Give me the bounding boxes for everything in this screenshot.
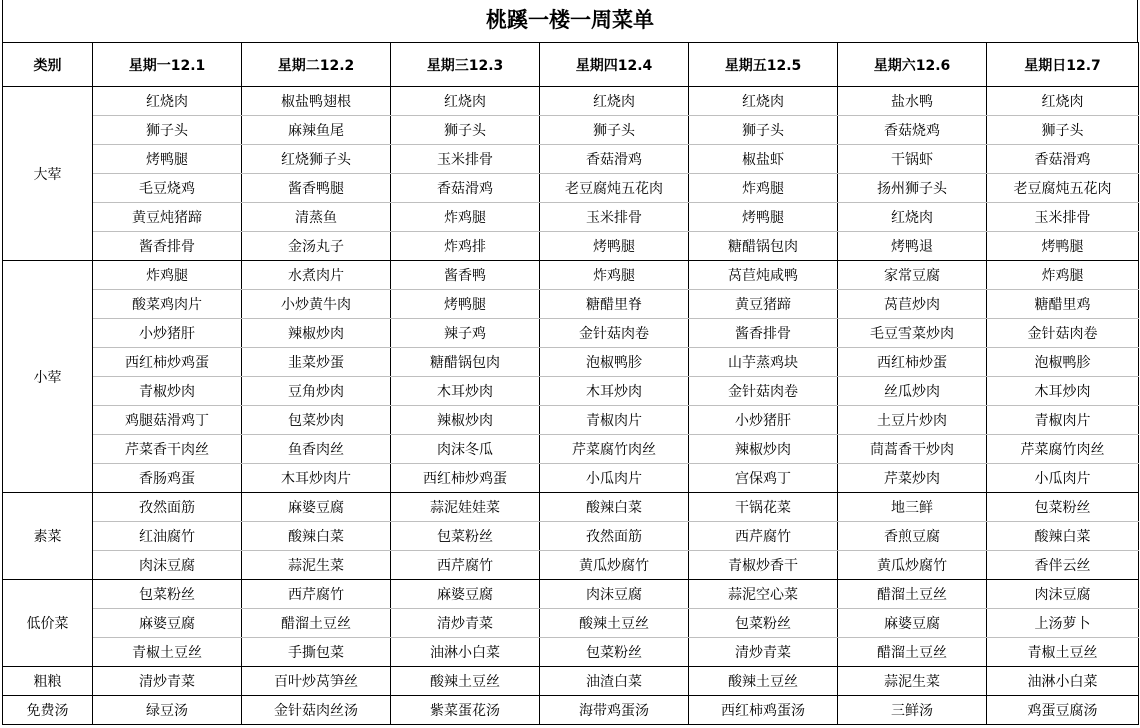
dish-cell: 西芹腐竹 — [242, 580, 391, 609]
dish-cell: 玉米排骨 — [391, 145, 540, 174]
dish-cell: 青椒土豆丝 — [987, 638, 1139, 667]
dish-cell: 炸鸡腿 — [540, 261, 689, 290]
dish-cell: 红烧狮子头 — [242, 145, 391, 174]
dish-cell: 手撕包菜 — [242, 638, 391, 667]
dish-cell: 红烧肉 — [93, 87, 242, 116]
category-cell: 素菜 — [3, 493, 93, 580]
dish-cell: 蒜泥娃娃菜 — [391, 493, 540, 522]
dish-cell: 酱香鸭 — [391, 261, 540, 290]
dish-cell: 绿豆汤 — [93, 696, 242, 725]
dish-cell: 油淋小白菜 — [391, 638, 540, 667]
dish-cell: 宫保鸡丁 — [689, 464, 838, 493]
dish-cell: 肉沫豆腐 — [987, 580, 1139, 609]
dish-cell: 西芹腐竹 — [391, 551, 540, 580]
dish-cell: 泡椒鸭胗 — [987, 348, 1139, 377]
dish-cell: 紫菜蛋花汤 — [391, 696, 540, 725]
dish-cell: 黄瓜炒腐竹 — [540, 551, 689, 580]
dish-cell: 红烧肉 — [689, 87, 838, 116]
dish-cell: 包菜粉丝 — [93, 580, 242, 609]
dish-cell: 红油腐竹 — [93, 522, 242, 551]
dish-cell: 土豆片炒肉 — [838, 406, 987, 435]
dish-cell: 小瓜肉片 — [540, 464, 689, 493]
table-row — [3, 609, 1139, 638]
dish-cell: 麻婆豆腐 — [242, 493, 391, 522]
dish-cell: 炸鸡腿 — [93, 261, 242, 290]
dish-cell: 醋溜土豆丝 — [838, 638, 987, 667]
dish-cell: 辣椒炒肉 — [689, 435, 838, 464]
category-cell: 粗粮 — [3, 667, 93, 696]
dish-cell: 香菇滑鸡 — [391, 174, 540, 203]
dish-cell: 鸡腿菇滑鸡丁 — [93, 406, 242, 435]
dish-cell: 地三鲜 — [838, 493, 987, 522]
dish-cell: 鸡蛋豆腐汤 — [987, 696, 1139, 725]
dish-cell: 小炒猪肝 — [93, 319, 242, 348]
dish-cell: 豆角炒肉 — [242, 377, 391, 406]
dish-cell: 金针菇肉卷 — [689, 377, 838, 406]
dish-cell: 青椒肉片 — [540, 406, 689, 435]
dish-cell: 红烧肉 — [838, 203, 987, 232]
dish-cell: 红烧肉 — [987, 87, 1139, 116]
dish-cell: 西红柿鸡蛋汤 — [689, 696, 838, 725]
dish-cell: 酸辣土豆丝 — [689, 667, 838, 696]
dish-cell: 西红柿炒蛋 — [838, 348, 987, 377]
dish-cell: 木耳炒肉 — [391, 377, 540, 406]
table-row — [3, 87, 1139, 116]
dish-cell: 麻辣鱼尾 — [242, 116, 391, 145]
dish-cell: 烤鸭腿 — [689, 203, 838, 232]
dish-cell: 韭菜炒蛋 — [242, 348, 391, 377]
menu-body — [3, 87, 1139, 725]
dish-cell: 酸辣白菜 — [540, 493, 689, 522]
dish-cell: 糖醋里鸡 — [987, 290, 1139, 319]
dish-cell: 酸辣白菜 — [242, 522, 391, 551]
dish-cell: 醋溜土豆丝 — [838, 580, 987, 609]
dish-cell: 蒜泥生菜 — [838, 667, 987, 696]
table-row — [3, 522, 1139, 551]
dish-cell: 红烧肉 — [540, 87, 689, 116]
dish-cell: 狮子头 — [689, 116, 838, 145]
dish-cell: 老豆腐炖五花肉 — [540, 174, 689, 203]
dish-cell: 狮子头 — [540, 116, 689, 145]
dish-cell: 麻婆豆腐 — [391, 580, 540, 609]
dish-cell: 酸辣土豆丝 — [391, 667, 540, 696]
dish-cell: 老豆腐炖五花肉 — [987, 174, 1139, 203]
dish-cell: 玉米排骨 — [987, 203, 1139, 232]
dish-cell: 扬州狮子头 — [838, 174, 987, 203]
dish-cell: 炸鸡腿 — [689, 174, 838, 203]
dish-cell: 毛豆烧鸡 — [93, 174, 242, 203]
category-cell: 低价菜 — [3, 580, 93, 667]
dish-cell: 糖醋里脊 — [540, 290, 689, 319]
dish-cell: 金汤丸子 — [242, 232, 391, 261]
dish-cell: 青椒肉片 — [987, 406, 1139, 435]
dish-cell: 孜然面筋 — [93, 493, 242, 522]
dish-cell: 芹菜腐竹肉丝 — [540, 435, 689, 464]
dish-cell: 黄瓜炒腐竹 — [838, 551, 987, 580]
table-row — [3, 232, 1139, 261]
dish-cell: 烤鸭退 — [838, 232, 987, 261]
table-row — [3, 551, 1139, 580]
dish-cell: 炸鸡腿 — [987, 261, 1139, 290]
header-category: 类别 — [3, 43, 93, 87]
table-row — [3, 406, 1139, 435]
dish-cell: 海带鸡蛋汤 — [540, 696, 689, 725]
dish-cell: 包菜粉丝 — [987, 493, 1139, 522]
page-title: 桃蹊一楼一周菜单 — [2, 0, 1138, 42]
table-row — [3, 203, 1139, 232]
dish-cell: 醋溜土豆丝 — [242, 609, 391, 638]
table-row — [3, 145, 1139, 174]
dish-cell: 狮子头 — [391, 116, 540, 145]
dish-cell: 清蒸鱼 — [242, 203, 391, 232]
table-row — [3, 319, 1139, 348]
dish-cell: 小炒猪肝 — [689, 406, 838, 435]
dish-cell: 西红柿炒鸡蛋 — [93, 348, 242, 377]
table-row — [3, 116, 1139, 145]
dish-cell: 油淋小白菜 — [987, 667, 1139, 696]
table-row — [3, 638, 1139, 667]
dish-cell: 烤鸭腿 — [93, 145, 242, 174]
dish-cell: 炸鸡腿 — [391, 203, 540, 232]
dish-cell: 金针菇肉丝汤 — [242, 696, 391, 725]
dish-cell: 毛豆雪菜炒肉 — [838, 319, 987, 348]
header-day: 星期五12.5 — [689, 43, 838, 87]
dish-cell: 西红柿炒鸡蛋 — [391, 464, 540, 493]
dish-cell: 孜然面筋 — [540, 522, 689, 551]
dish-cell: 青椒土豆丝 — [93, 638, 242, 667]
dish-cell: 酸辣白菜 — [987, 522, 1139, 551]
table-row — [3, 261, 1139, 290]
dish-cell: 清炒青菜 — [93, 667, 242, 696]
dish-cell: 麻婆豆腐 — [838, 609, 987, 638]
dish-cell: 烤鸭腿 — [987, 232, 1139, 261]
dish-cell: 水煮肉片 — [242, 261, 391, 290]
dish-cell: 包菜粉丝 — [391, 522, 540, 551]
dish-cell: 香菇滑鸡 — [987, 145, 1139, 174]
dish-cell: 木耳炒肉 — [987, 377, 1139, 406]
dish-cell: 丝瓜炒肉 — [838, 377, 987, 406]
dish-cell: 辣椒炒肉 — [391, 406, 540, 435]
dish-cell: 狮子头 — [93, 116, 242, 145]
dish-cell: 包菜粉丝 — [689, 609, 838, 638]
dish-cell: 红烧肉 — [391, 87, 540, 116]
dish-cell: 肉沫冬瓜 — [391, 435, 540, 464]
dish-cell: 香肠鸡蛋 — [93, 464, 242, 493]
dish-cell: 黄豆猪蹄 — [689, 290, 838, 319]
dish-cell: 金针菇肉卷 — [540, 319, 689, 348]
dish-cell: 包菜炒肉 — [242, 406, 391, 435]
table-row — [3, 348, 1139, 377]
dish-cell: 百叶炒莴笋丝 — [242, 667, 391, 696]
dish-cell: 炸鸡排 — [391, 232, 540, 261]
dish-cell: 酱香鸭腿 — [242, 174, 391, 203]
dish-cell: 油渣白菜 — [540, 667, 689, 696]
dish-cell: 金针菇肉卷 — [987, 319, 1139, 348]
dish-cell: 酸菜鸡肉片 — [93, 290, 242, 319]
dish-cell: 黄豆炖猪蹄 — [93, 203, 242, 232]
dish-cell: 蒜泥生菜 — [242, 551, 391, 580]
dish-cell: 青椒炒肉 — [93, 377, 242, 406]
dish-cell: 木耳炒肉片 — [242, 464, 391, 493]
header-day: 星期六12.6 — [838, 43, 987, 87]
weekly-menu-table — [2, 42, 1139, 725]
dish-cell: 椒盐鸭翅根 — [242, 87, 391, 116]
dish-cell: 芹菜腐竹肉丝 — [987, 435, 1139, 464]
dish-cell: 盐水鸭 — [838, 87, 987, 116]
dish-cell: 莴苣炖咸鸭 — [689, 261, 838, 290]
dish-cell: 肉沫豆腐 — [540, 580, 689, 609]
dish-cell: 干锅虾 — [838, 145, 987, 174]
dish-cell: 麻婆豆腐 — [93, 609, 242, 638]
dish-cell: 香煎豆腐 — [838, 522, 987, 551]
dish-cell: 狮子头 — [987, 116, 1139, 145]
dish-cell: 椒盐虾 — [689, 145, 838, 174]
dish-cell: 酸辣土豆丝 — [540, 609, 689, 638]
header-day: 星期四12.4 — [540, 43, 689, 87]
dish-cell: 辣子鸡 — [391, 319, 540, 348]
dish-cell: 糖醋锅包肉 — [391, 348, 540, 377]
table-row — [3, 667, 1139, 696]
header-row — [3, 43, 1139, 87]
header-day: 星期三12.3 — [391, 43, 540, 87]
table-row — [3, 377, 1139, 406]
dish-cell: 香菇滑鸡 — [540, 145, 689, 174]
header-day: 星期一12.1 — [93, 43, 242, 87]
dish-cell: 干锅花菜 — [689, 493, 838, 522]
table-row — [3, 696, 1139, 725]
dish-cell: 鱼香肉丝 — [242, 435, 391, 464]
dish-cell: 上汤萝卜 — [987, 609, 1139, 638]
dish-cell: 蒜泥空心菜 — [689, 580, 838, 609]
dish-cell: 芹菜炒肉 — [838, 464, 987, 493]
table-row — [3, 493, 1139, 522]
dish-cell: 小瓜肉片 — [987, 464, 1139, 493]
table-row — [3, 174, 1139, 203]
dish-cell: 清炒青菜 — [689, 638, 838, 667]
dish-cell: 小炒黄牛肉 — [242, 290, 391, 319]
dish-cell: 烤鸭腿 — [391, 290, 540, 319]
dish-cell: 茼蒿香干炒肉 — [838, 435, 987, 464]
dish-cell: 糖醋锅包肉 — [689, 232, 838, 261]
dish-cell: 包菜粉丝 — [540, 638, 689, 667]
dish-cell: 肉沫豆腐 — [93, 551, 242, 580]
dish-cell: 酱香排骨 — [93, 232, 242, 261]
dish-cell: 香菇烧鸡 — [838, 116, 987, 145]
dish-cell: 玉米排骨 — [540, 203, 689, 232]
table-row — [3, 290, 1139, 319]
header-day: 星期二12.2 — [242, 43, 391, 87]
dish-cell: 香伴云丝 — [987, 551, 1139, 580]
dish-cell: 泡椒鸭胗 — [540, 348, 689, 377]
dish-cell: 芹菜香干肉丝 — [93, 435, 242, 464]
dish-cell: 酱香排骨 — [689, 319, 838, 348]
dish-cell: 烤鸭腿 — [540, 232, 689, 261]
category-cell: 大荤 — [3, 87, 93, 261]
dish-cell: 清炒青菜 — [391, 609, 540, 638]
dish-cell: 青椒炒香干 — [689, 551, 838, 580]
dish-cell: 莴苣炒肉 — [838, 290, 987, 319]
header-day: 星期日12.7 — [987, 43, 1139, 87]
dish-cell: 辣椒炒肉 — [242, 319, 391, 348]
category-cell: 免费汤 — [3, 696, 93, 725]
dish-cell: 家常豆腐 — [838, 261, 987, 290]
table-row — [3, 464, 1139, 493]
dish-cell: 山芋蒸鸡块 — [689, 348, 838, 377]
category-cell: 小荤 — [3, 261, 93, 493]
dish-cell: 西芹腐竹 — [689, 522, 838, 551]
table-row — [3, 580, 1139, 609]
dish-cell: 三鲜汤 — [838, 696, 987, 725]
table-row — [3, 435, 1139, 464]
dish-cell: 木耳炒肉 — [540, 377, 689, 406]
